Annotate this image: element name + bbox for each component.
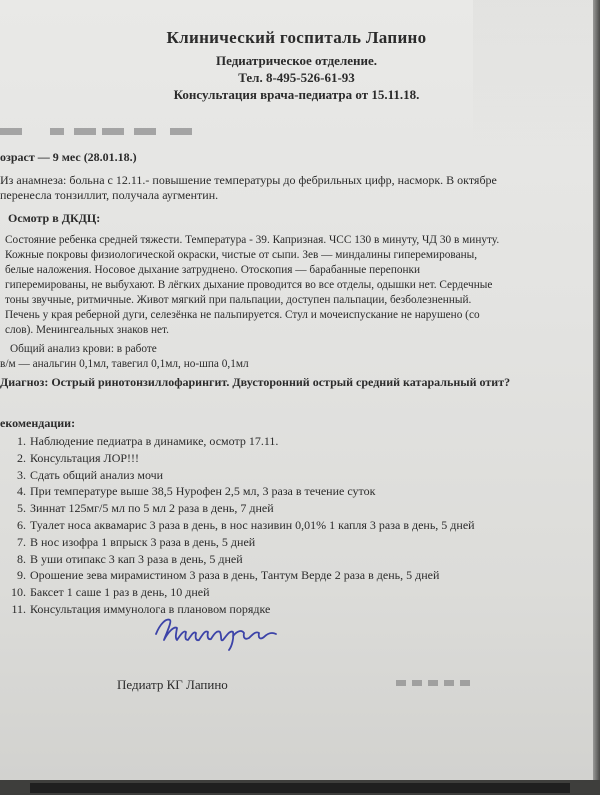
exam-line: тоны звучные, ритмичные. Живот мягкий при пальпации, доступен пальпации, безболезненный. <box>5 294 472 306</box>
list-item: 4. При температуре выше 38,5 Нурофен 2,5 мл, 3 раза в течение суток <box>17 484 376 499</box>
recommendations-heading: екомендации: <box>0 416 76 430</box>
phone-number: Тел. 8-495-526-61-93 <box>238 70 355 85</box>
anamnesis-line: Из анамнеза: больна с 12.11.- повышение температуры до фебрильных цифр, насморк. В октябре <box>0 173 497 187</box>
list-item: 9. Орошение зева мирамистином 3 раза в день, Тантум Верде 2 раза в день, 5 дней <box>17 568 440 583</box>
list-item: 3. Сдать общий анализ мочи <box>17 467 164 482</box>
patient-age: озраст — 9 мес (28.01.18.) <box>0 150 137 164</box>
list-item: 1. Наблюдение педиатра в динамике, осмотр 17.11. <box>17 434 279 448</box>
list-item: 2. Консультация ЛОР!!! <box>17 450 140 465</box>
injection-line: в/м — анальгин 0,1мл, тавегил 0,1мл, но-шпа 0,1мл <box>0 358 249 370</box>
signature-label: Педиатр КГ Лапино <box>117 677 228 692</box>
exam-line: Состояние ребенка средней тяжести. Температура - 39. Капризная. ЧСС 130 в минуту, ЧД 30 в минуту. <box>5 234 500 246</box>
diagnosis: Диагноз: Острый ринотонзиллофарингит. Двусторонний острый средний катаральный отит? <box>0 375 511 389</box>
next-page-strip <box>30 783 570 793</box>
list-item: 11. Консультация иммунолога в плановом порядке <box>11 601 271 616</box>
page-edge <box>593 0 600 780</box>
blood-test-status: Общий анализ крови: в работе <box>10 343 157 355</box>
list-item: 10. Баксет 1 саше 1 раз в день, 10 дней <box>11 585 210 600</box>
handwritten-signature <box>150 612 280 652</box>
list-item: 7. В нос изофра 1 впрыск 3 раза в день, 5 дней <box>17 534 256 549</box>
list-item: 5. Зиннат 125мг/5 мл по 5 мл 2 раза в день, 7 дней <box>17 501 274 516</box>
list-item: 6. Туалет носа аквамарис 3 раза в день, в нос називин 0,01% 1 капля 3 раза в день, 5 дней <box>17 517 475 532</box>
exam-heading: Осмотр в ДКДЦ: <box>8 211 101 225</box>
exam-line: белые наложения. Носовое дыхание затруднено. Отоскопия — барабанные перепонки <box>5 264 421 276</box>
hospital-title: Клинический госпиталь Лапино <box>166 28 427 47</box>
exam-line: гиперемированы, не выбухают. В лёгких дыхание проводится во все отделы, одышки нет. Сердечные <box>5 279 493 291</box>
exam-line: слов). Менингеальных знаков нет. <box>5 324 169 336</box>
exam-line: Кожные покровы физиологической окраски, чистые от сыпи. Зев — миндалины гиперемированы, <box>5 249 478 261</box>
department-name: Педиатрическое отделение. <box>215 53 378 68</box>
anamnesis-line: перенесла тонзиллит, получала аугментин. <box>0 188 219 202</box>
list-item: 8. В уши отипакс 3 кап 3 раза в день, 5 дней <box>17 551 243 566</box>
recommendations-list <box>6 433 475 618</box>
consultation-date: Консультация врача-педиатра от 15.11.18. <box>173 87 420 102</box>
exam-line: Печень у края реберной дуги, селезёнка не пальпируется. Стул и мочеиспускание не нарушено (со <box>5 309 480 321</box>
